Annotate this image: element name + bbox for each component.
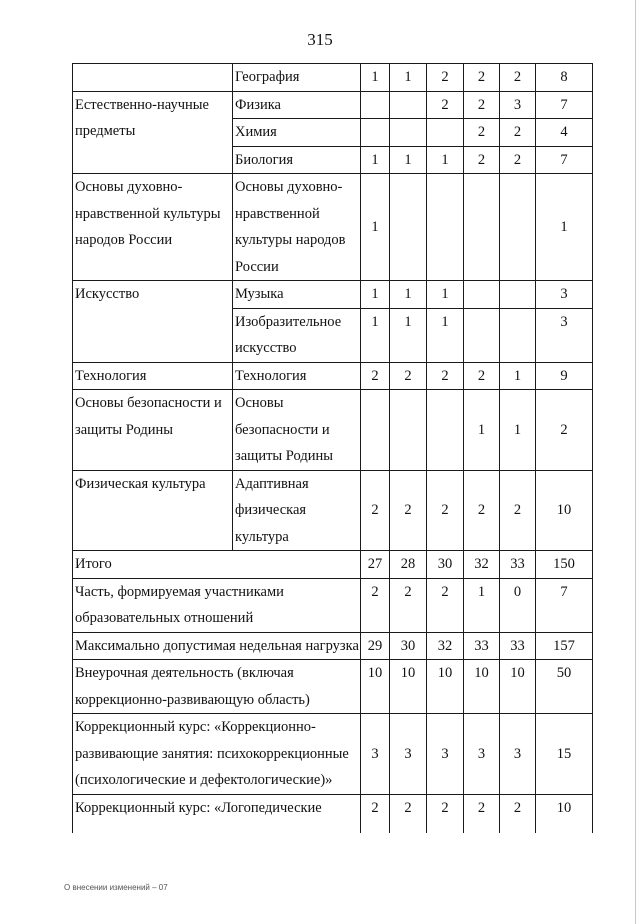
table-row [73, 714, 593, 795]
grade-6-cell [390, 174, 427, 281]
grade-9-cell: 33 [500, 551, 536, 579]
grade-5-cell: 1 [361, 308, 390, 362]
grade-5-cell: 2 [361, 470, 390, 551]
grade-6-cell: 30 [390, 632, 427, 660]
grade-9-cell: 1 [500, 390, 536, 471]
grade-9-cell: 2 [500, 146, 536, 174]
grade-6-cell: 1 [390, 146, 427, 174]
grade-6-cell: 28 [390, 551, 427, 579]
grade-5-cell [361, 390, 390, 471]
total-cell: 157 [536, 632, 593, 660]
subject-cell: Основы безопасности и защиты Родины [233, 390, 361, 471]
subject-cell: Химия [233, 119, 361, 147]
grade-6-cell [390, 119, 427, 147]
row-label-cell: Часть, формируемая участниками образовательных отношений [73, 578, 361, 632]
table-row [73, 362, 593, 390]
grade-8-cell: 2 [464, 91, 500, 119]
subject-cell: Технология [233, 362, 361, 390]
grade-9-cell [500, 308, 536, 362]
subject-area-cell: Естественно-научные предметы [73, 91, 233, 174]
grade-8-cell: 2 [464, 119, 500, 147]
row-label-cell: Максимально допустимая недельная нагрузка [73, 632, 361, 660]
grade-6-cell: 1 [390, 64, 427, 92]
subject-cell: Изобразительное искусство [233, 308, 361, 362]
total-cell: 10 [536, 794, 593, 833]
subject-cell: Адаптивная физическая культура [233, 470, 361, 551]
subject-cell: Основы духовно-нравственной культуры народов России [233, 174, 361, 281]
table-row [73, 578, 593, 632]
total-cell: 8 [536, 64, 593, 92]
subject-area-cell [73, 64, 233, 92]
table-row [73, 470, 593, 551]
table-row [73, 174, 593, 281]
grade-5-cell: 2 [361, 794, 390, 833]
total-cell: 7 [536, 146, 593, 174]
grade-8-cell: 1 [464, 578, 500, 632]
table-row [73, 281, 593, 309]
grade-5-cell [361, 91, 390, 119]
grade-7-cell: 2 [427, 470, 464, 551]
scan-edge-line [635, 0, 636, 924]
grade-8-cell: 32 [464, 551, 500, 579]
row-label-cell: Коррекционный курс: «Коррекционно-развивающие занятия: психокоррекционные (психологические и дефектологические)» [73, 714, 361, 795]
grade-9-cell: 2 [500, 470, 536, 551]
page-number: 315 [307, 30, 333, 49]
subject-cell: Музыка [233, 281, 361, 309]
subject-area-cell: Искусство [73, 281, 233, 363]
grade-7-cell [427, 119, 464, 147]
grade-7-cell: 2 [427, 578, 464, 632]
subject-area-cell: Основы духовно-нравственной культуры народов России [73, 174, 233, 281]
grade-8-cell: 1 [464, 390, 500, 471]
grade-6-cell: 2 [390, 794, 427, 833]
grade-5-cell: 1 [361, 174, 390, 281]
grade-5-cell: 1 [361, 64, 390, 92]
grade-7-cell: 2 [427, 91, 464, 119]
grade-7-cell [427, 390, 464, 471]
total-cell: 2 [536, 390, 593, 471]
total-cell: 10 [536, 470, 593, 551]
total-cell: 9 [536, 362, 593, 390]
grade-6-cell [390, 91, 427, 119]
grade-8-cell: 33 [464, 632, 500, 660]
grade-7-cell: 2 [427, 64, 464, 92]
row-label-cell: Внеурочная деятельность (включая коррекционно-развивающую область) [73, 660, 361, 714]
total-cell: 3 [536, 281, 593, 309]
total-cell: 7 [536, 91, 593, 119]
grade-7-cell: 30 [427, 551, 464, 579]
grade-9-cell [500, 281, 536, 309]
table-row [73, 551, 593, 579]
grade-9-cell: 1 [500, 362, 536, 390]
total-cell: 150 [536, 551, 593, 579]
grade-6-cell: 1 [390, 281, 427, 309]
grade-6-cell: 2 [390, 362, 427, 390]
grade-8-cell: 2 [464, 146, 500, 174]
grade-9-cell: 2 [500, 64, 536, 92]
grade-5-cell: 2 [361, 362, 390, 390]
row-label-cell: Итого [73, 551, 361, 579]
table-row [73, 660, 593, 714]
grade-7-cell: 1 [427, 281, 464, 309]
grade-7-cell: 32 [427, 632, 464, 660]
grade-8-cell: 2 [464, 64, 500, 92]
grade-9-cell: 3 [500, 714, 536, 795]
subject-area-cell: Физическая культура [73, 470, 233, 551]
grade-8-cell: 10 [464, 660, 500, 714]
total-cell: 4 [536, 119, 593, 147]
total-cell: 50 [536, 660, 593, 714]
grade-9-cell: 33 [500, 632, 536, 660]
table-row [73, 64, 593, 92]
grade-5-cell: 29 [361, 632, 390, 660]
grade-7-cell: 1 [427, 308, 464, 362]
subject-area-cell: Технология [73, 362, 233, 390]
grade-8-cell [464, 174, 500, 281]
table-row [73, 390, 593, 471]
grade-6-cell: 10 [390, 660, 427, 714]
grade-9-cell: 2 [500, 794, 536, 833]
subject-cell: География [233, 64, 361, 92]
table-row [73, 91, 593, 119]
subject-area-cell: Основы безопасности и защиты Родины [73, 390, 233, 471]
grade-5-cell: 2 [361, 578, 390, 632]
table-row [73, 632, 593, 660]
grade-8-cell: 2 [464, 794, 500, 833]
grade-8-cell [464, 281, 500, 309]
grade-5-cell: 10 [361, 660, 390, 714]
grade-7-cell: 2 [427, 794, 464, 833]
total-cell: 15 [536, 714, 593, 795]
row-label-cell: Коррекционный курс: «Логопедические [73, 794, 361, 833]
total-cell: 3 [536, 308, 593, 362]
grade-9-cell: 2 [500, 119, 536, 147]
curriculum-table [72, 63, 593, 833]
grade-5-cell: 1 [361, 281, 390, 309]
grade-6-cell: 2 [390, 470, 427, 551]
grade-8-cell [464, 308, 500, 362]
grade-8-cell: 2 [464, 470, 500, 551]
table-row [73, 794, 593, 833]
grade-5-cell: 27 [361, 551, 390, 579]
subject-cell: Физика [233, 91, 361, 119]
total-cell: 1 [536, 174, 593, 281]
grade-9-cell: 10 [500, 660, 536, 714]
grade-7-cell: 10 [427, 660, 464, 714]
grade-5-cell [361, 119, 390, 147]
grade-7-cell: 3 [427, 714, 464, 795]
grade-9-cell: 0 [500, 578, 536, 632]
grade-7-cell: 1 [427, 146, 464, 174]
grade-9-cell [500, 174, 536, 281]
grade-7-cell: 2 [427, 362, 464, 390]
subject-cell: Биология [233, 146, 361, 174]
grade-8-cell: 2 [464, 362, 500, 390]
grade-7-cell [427, 174, 464, 281]
footer-note: О внесении изменений – 07 [64, 883, 168, 892]
grade-6-cell: 1 [390, 308, 427, 362]
grade-5-cell: 3 [361, 714, 390, 795]
grade-5-cell: 1 [361, 146, 390, 174]
total-cell: 7 [536, 578, 593, 632]
grade-6-cell: 2 [390, 578, 427, 632]
grade-8-cell: 3 [464, 714, 500, 795]
grade-6-cell: 3 [390, 714, 427, 795]
grade-9-cell: 3 [500, 91, 536, 119]
grade-6-cell [390, 390, 427, 471]
